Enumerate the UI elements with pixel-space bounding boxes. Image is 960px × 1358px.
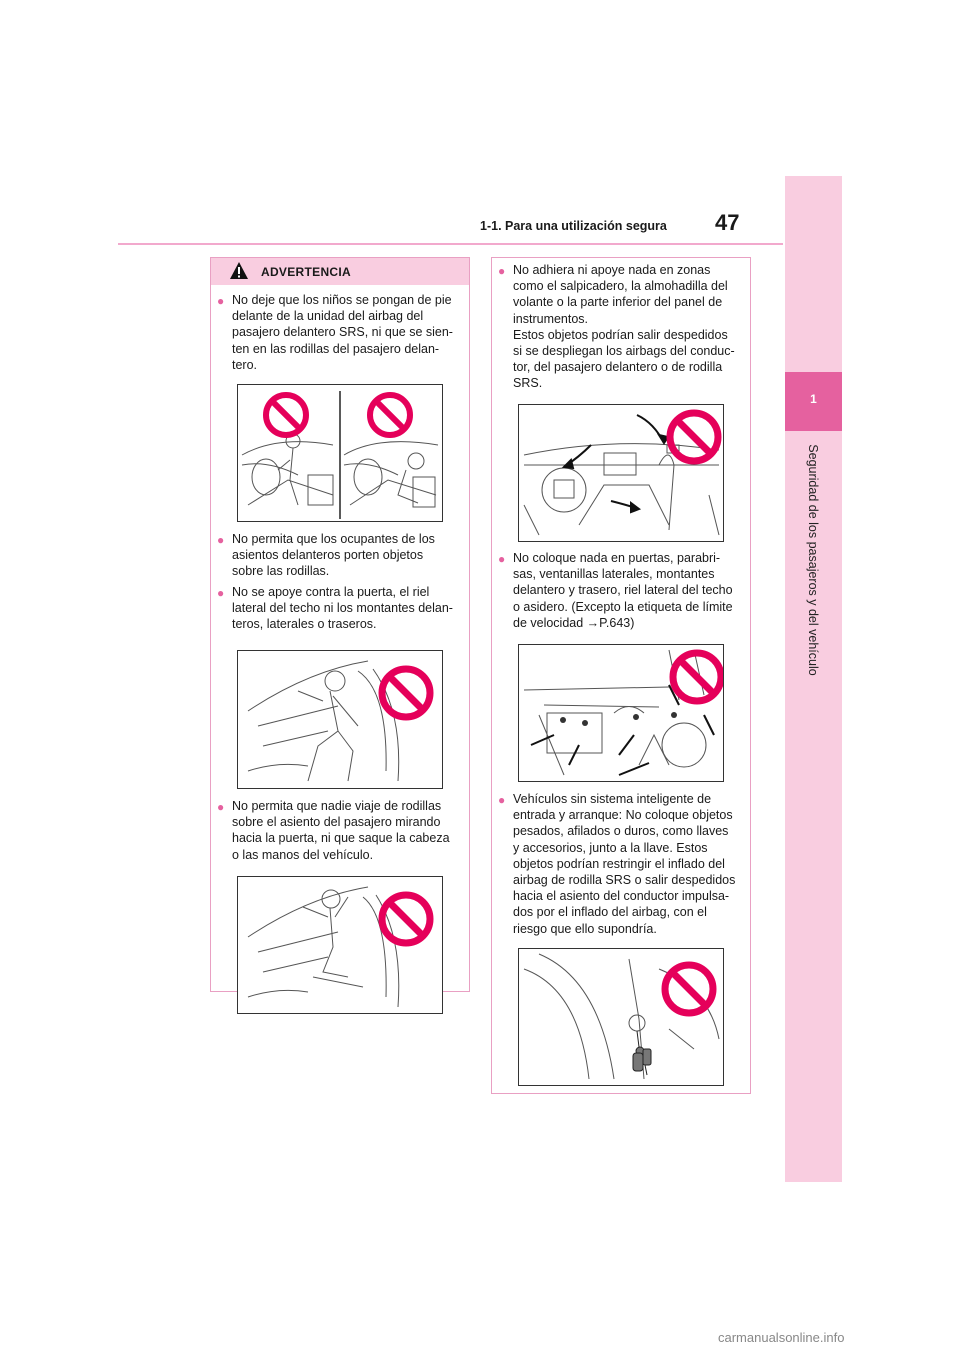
warning-triangle-icon <box>229 261 249 285</box>
illustration-children-airbag <box>237 384 443 522</box>
bullet-icon: ● <box>217 533 225 547</box>
bullet-icon: ● <box>217 586 225 600</box>
list-item: ● No se apoye contra la puerta, el riel lateral del techo ni los montantes delan- teros, laterales o traseros. <box>217 585 453 632</box>
list-item: ● No permita que nadie viaje de rodillas sobre el asiento del pasajero mirando hacia la puerta, ni que saque la cabeza o las manos del vehículo. <box>217 799 450 862</box>
bullet-icon: ● <box>217 294 225 308</box>
chapter-number: 1 <box>810 392 817 406</box>
illustration-key-chain <box>518 948 724 1086</box>
list-item: ● No adhiera ni apoye nada en zonas como el salpicadero, la almohadilla del volante o la parte inferior del panel de instrumentos. Estos objetos podrían salir despedidos si se despliegan los airbags del conduc- tor, del pasajero delantero o de rodilla SRS. <box>498 263 735 391</box>
header-rule <box>118 243 783 245</box>
page-number: 47 <box>715 210 740 235</box>
warning-title: ADVERTENCIA <box>261 265 351 279</box>
chapter-side-tab <box>785 176 842 1182</box>
warning-header <box>211 258 469 285</box>
list-item: ● No deje que los niños se pongan de pie delante de la unidad del airbag del pasajero delantero SRS, ni que se sien- ten en las rodillas del pasajero delan- tero. <box>217 293 453 372</box>
bullet-icon: ● <box>498 793 506 807</box>
list-item: ● No permita que los ocupantes de los asientos delanteros porten objetos sobre las rodillas. <box>217 532 435 579</box>
warning-panel <box>210 257 470 992</box>
prohibition-icon <box>266 395 306 435</box>
bullet-icon: ● <box>498 264 506 278</box>
illustration-windshield-objects <box>518 644 724 782</box>
illustration-dashboard-objects <box>518 404 724 542</box>
section-title: 1-1. Para una utilización segura <box>480 219 667 233</box>
watermark: carmanualsonline.info <box>718 1330 845 1345</box>
illustration-leaning-door <box>237 650 443 789</box>
chapter-title: Seguridad de los pasajeros y del vehículo <box>806 444 820 676</box>
bullet-icon: ● <box>217 800 225 814</box>
list-item: ● No coloque nada en puertas, parabri- sas, ventanillas laterales, montantes delantero y trasero, riel lateral del techo o asidero. (Excepto la etiqueta de límite de velocidad →P.643) <box>498 551 733 630</box>
warning-panel-continued <box>491 257 751 1094</box>
list-item: ● Vehículos sin sistema inteligente de entrada y arranque: No coloque objetos pesados, afilados o duros, como llaves y accesorios, junto a la llave. Estos objetos podrían restringir el inflado del airbag de rodilla SRS o salir despedidos hacia el asiento del conductor impulsa- dos por el inflado del airbag, con el riesgo que ello supondría. <box>498 792 736 936</box>
bullet-icon: ● <box>498 552 506 566</box>
illustration-kneeling-seat <box>237 876 443 1014</box>
